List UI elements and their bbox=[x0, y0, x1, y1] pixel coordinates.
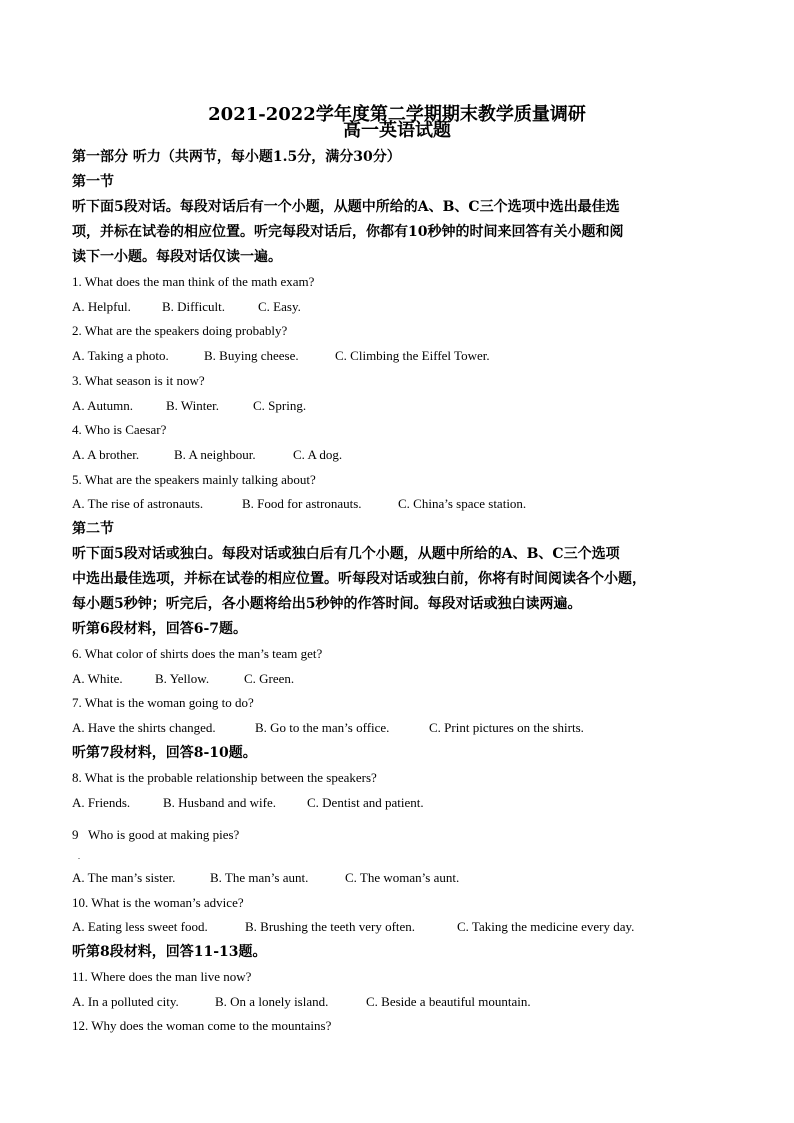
option-b: B. Brushing the teeth very often. bbox=[245, 919, 416, 935]
section2-title: 第二节 bbox=[72, 521, 114, 538]
exam-title: 2021-2022学年度第二学期期末教学质量调研 bbox=[208, 104, 586, 125]
question-stem: 8. What is the probable relationship between the speakers? bbox=[72, 769, 377, 785]
option-a: A. Friends. bbox=[72, 794, 131, 810]
option-a: A. Taking a photo. bbox=[72, 348, 169, 364]
question-options bbox=[72, 716, 722, 741]
option-b: B. Yellow. bbox=[155, 670, 210, 686]
exam-subtitle: 高一英语试题 bbox=[343, 120, 451, 141]
material-heading: 听第6段材料，回答6-7题。 bbox=[72, 621, 248, 638]
question-options bbox=[72, 394, 722, 419]
option-b: B. Buying cheese. bbox=[204, 348, 299, 364]
option-c: C. Green. bbox=[244, 670, 295, 686]
option-a: A. In a polluted city. bbox=[72, 993, 179, 1009]
option-c: C. A dog. bbox=[293, 446, 343, 462]
option-b: B. Difficult. bbox=[162, 298, 225, 314]
option-b: B. Go to the man’s office. bbox=[255, 720, 390, 736]
option-b: B. Food for astronauts. bbox=[242, 496, 362, 512]
question-stem: 1. What does the man think of the math exam? bbox=[72, 274, 315, 289]
option-b: B. On a lonely island. bbox=[215, 993, 329, 1009]
option-c: C. Climbing the Eiffel Tower. bbox=[335, 348, 490, 364]
question-stem: 6. What color of shirts does the man’s team get? bbox=[72, 646, 323, 662]
question-stem: 11. Where does the man live now? bbox=[72, 969, 252, 985]
section2-instruction-line: 听下面5段对话或独白。每段对话或独白后有几个小题，从题中所给的A、B、C三个选项 bbox=[72, 546, 620, 563]
question-stem: 12. Why does the woman come to the mountains? bbox=[72, 1018, 332, 1034]
question-options bbox=[72, 344, 722, 369]
question-options bbox=[72, 915, 722, 940]
question-options bbox=[72, 667, 722, 692]
question-options bbox=[72, 295, 722, 320]
material-heading: 听第7段材料，回答8-10题。 bbox=[72, 744, 257, 761]
option-c: C. Easy. bbox=[258, 298, 301, 314]
part1-heading: 第一部分 听力（共两节，每小题1.5分，满分30分） bbox=[72, 149, 401, 165]
option-a: A. White. bbox=[72, 670, 123, 686]
question-options bbox=[72, 492, 722, 517]
question-options bbox=[72, 791, 722, 816]
material-heading: 听第8段材料，回答11-13题。 bbox=[72, 944, 267, 961]
section2-instruction-line: 中选出最佳选项，并标在试卷的相应位置。听每段对话或独白前，你将有时间阅读各个小题， bbox=[72, 571, 646, 588]
option-c: C. Dentist and patient. bbox=[307, 794, 424, 810]
option-a: A. The man’s sister. bbox=[72, 869, 176, 885]
option-a: A. Autumn. bbox=[72, 397, 134, 413]
option-b: B. A neighbour. bbox=[174, 446, 256, 462]
question-stem: 10. What is the woman’s advice? bbox=[72, 894, 244, 910]
option-c: C. The woman’s aunt. bbox=[345, 869, 460, 885]
section1-instruction-line: 听下面5段对话。每段对话后有一个小题，从题中所给的A、B、C三个选项中选出最佳选 bbox=[72, 199, 620, 215]
option-c: C. Taking the medicine every day. bbox=[457, 919, 635, 935]
option-c: C. Print pictures on the shirts. bbox=[429, 720, 584, 736]
question-options bbox=[72, 866, 722, 891]
option-a: A. A brother. bbox=[72, 446, 140, 462]
option-c: C. Spring. bbox=[253, 397, 307, 413]
option-c: C. China’s space station. bbox=[398, 496, 527, 512]
option-b: B. Husband and wife. bbox=[163, 794, 277, 810]
question-options bbox=[72, 443, 722, 468]
question-stem: 4. Who is Caesar? bbox=[72, 422, 167, 438]
option-a: A. Eating less sweet food. bbox=[72, 919, 208, 935]
question-options bbox=[72, 990, 722, 1015]
question-stem: 5. What are the speakers mainly talking about? bbox=[72, 471, 316, 487]
section2-instruction-line: 每小题5秒钟；听完后，各小题将给出5秒钟的作答时间。每段对话或独白读两遍。 bbox=[72, 596, 582, 613]
exam-content bbox=[72, 145, 722, 1039]
question-stem: 7. What is the woman going to do? bbox=[72, 695, 254, 711]
option-a: A. Helpful. bbox=[72, 298, 131, 314]
section1-instruction-line: 项，并标在试卷的相应位置。听完每段对话后，你都有10秒钟的时间来回答有关小题和阅 bbox=[72, 224, 624, 240]
question-stem: 2. What are the speakers doing probably? bbox=[72, 323, 288, 339]
option-b: B. Winter. bbox=[166, 397, 220, 413]
section1-title: 第一节 bbox=[72, 174, 114, 190]
question-stem: 3. What season is it now? bbox=[72, 372, 205, 388]
option-b: B. The man’s aunt. bbox=[210, 869, 309, 885]
option-c: C. Beside a beautiful mountain. bbox=[366, 993, 531, 1009]
question-stem: 9 Who is good at making pies? bbox=[72, 827, 240, 843]
section1-instruction-line: 读下一小题。每段对话仅读一遍。 bbox=[72, 249, 282, 265]
stray-mark: . bbox=[78, 851, 80, 861]
option-a: A. The rise of astronauts. bbox=[72, 496, 204, 512]
option-a: A. Have the shirts changed. bbox=[72, 720, 216, 736]
